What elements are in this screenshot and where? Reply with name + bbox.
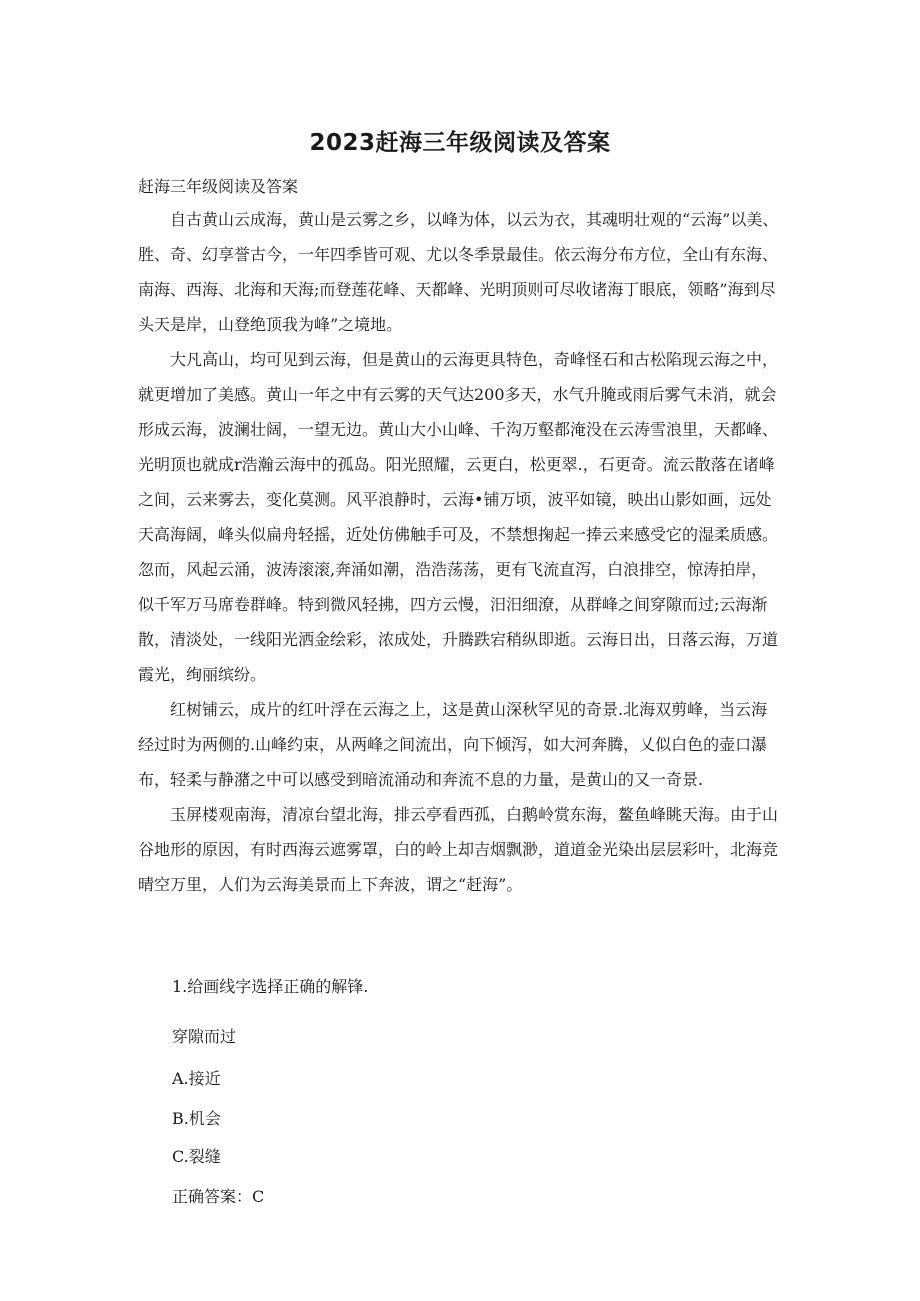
option-b: B.机会 [172, 1109, 221, 1128]
paragraph: 自古黄山云成海，黄山是云雾之乡，以峰为体，以云为衣，其魂明壮观的“云海”以美、胜、奇、幻享誉古今，一年四季皆可观、尤以冬季景最佳。依云海分布方位，全山有东海、南海、西海、北海和天海;而登莲花峰、天都峰、光明顶则可尽收诸海丁眼底，领略”海到尽头天是岸，山登绝顶我为峰”之境地。 [138, 210, 779, 334]
document-subtitle: 赶海三年级阅读及答案 [138, 177, 299, 196]
paragraph: 大凡高山，均可见到云海，但是黄山的云海更具特色，奇峰怪石和古松陷现云海之中，就更增加了美感。黄山一年之中有云雾的天气达200多天，水气升腌或雨后雾气未消，就会形成云海，波澜壮阔，一望无边。黄山大小山峰、千沟万壑都淹没在云涛雪浪里，天都峰、光明顶也就成r浩瀚云海中的孤岛。阳光照耀，云更白，松更翠.，石更奇。流云散落在诸峰之间，云来雾去，变化莫测。风平浪静时，云海•铺万顷，波平如镜，映出山影如画，远处天高海阔，峰头似扁舟轻摇，近处仿佛触手可及，不禁想掬起一捧云来感受它的湿柔质感。忽而，风起云涌，波涛滚滚,奔涌如潮，浩浩荡荡，更有飞流直泻，白浪排空，惊涛拍岸，似千军万马席卷群峰。特到微风轻拂，四方云慢，汨汨细潦，从群峰之间穿隙而过;云海渐散，清淡处，一线阳光洒金绘彩，浓成处，升腾跌宕稍纵即逝。云海日出，日落云海，万道霞光，绚丽缤纷。 [138, 350, 779, 684]
question-word: 穿隙而过 [172, 1027, 237, 1046]
document-title: 2023赶海三年级阅读及答案 [309, 130, 611, 156]
question-prompt: 1.给画线字选择正确的解锋. [172, 977, 369, 996]
paragraph: 红树铺云，成片的红叶浮在云海之上，这是黄山深秋罕见的奇景.北海双剪峰，当云海经过时为两侧的.山峰约束，从两峰之间流出，向下倾泻，如大河奔腾，乂似白色的壶口瀑布，轻柔与静潴之中可以感受到暗流涌动和奔流不息的力量，是黄山的又一奇景. [138, 700, 768, 789]
correct-answer: 正确答案：C [172, 1187, 265, 1206]
option-c: C.裂缝 [172, 1147, 221, 1166]
paragraph: 玉屏楼观南海，清凉台望北海，排云亭看西孤，白鹅岭赏东海，鳌鱼峰眺天海。由于山谷地形的原因，有时西海云遮雾罩，白的岭上却吉烟飘渺，道道金光染出层层彩叶，北海竞晴空万里，人们为云海美景而上下奔波，谓之“赶海”。 [138, 805, 779, 894]
option-a: A.接近 [172, 1069, 221, 1088]
article-body [138, 202, 782, 902]
